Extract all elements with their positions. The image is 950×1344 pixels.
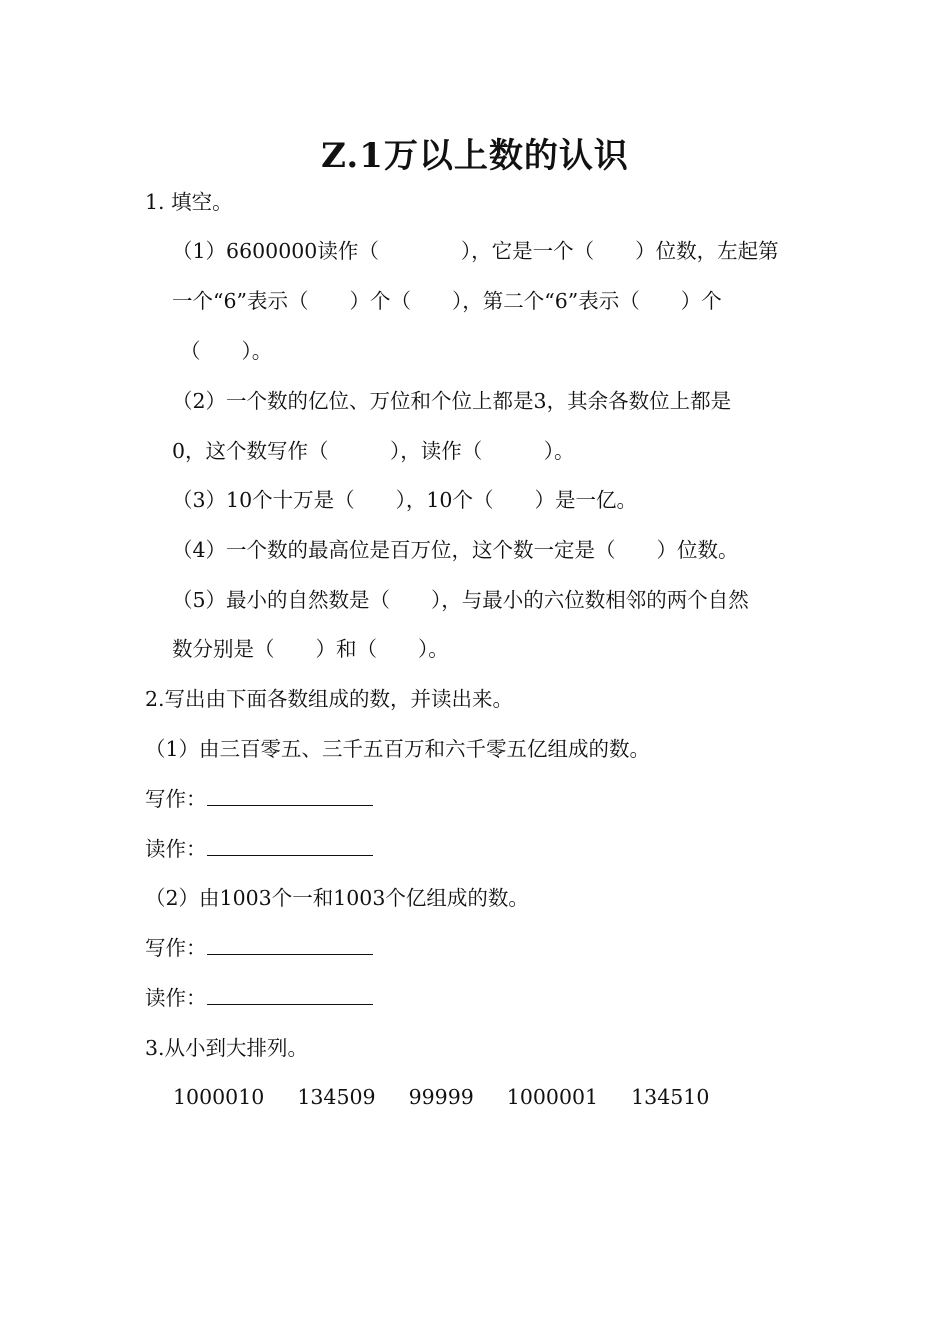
- q1-line-6: （3）10个十万是（ ），10个（ ）是一亿。: [172, 488, 637, 512]
- q2-part-2-read-row: [145, 984, 373, 1012]
- write-label: 写作：: [145, 787, 207, 811]
- read-label: 读作：: [145, 837, 207, 861]
- question-2-heading: 2.写出由下面各数组成的数，并读出来。: [145, 687, 514, 711]
- q2-part-2-write-row: [145, 934, 373, 962]
- number-item: 134510: [631, 1085, 710, 1109]
- q1-line-8: （5）最小的自然数是（ ），与最小的六位数相邻的两个自然: [172, 588, 749, 612]
- q2-part-1-read-row: [145, 835, 373, 863]
- write-answer-blank[interactable]: [207, 785, 373, 806]
- q2-part-2: （2）由1003个一和1003个亿组成的数。: [145, 886, 529, 910]
- write-answer-blank[interactable]: [207, 934, 373, 955]
- number-item: 1000001: [506, 1085, 599, 1109]
- question-1-heading: 1. 填空。: [145, 190, 233, 214]
- q2-part-1: （1）由三百零五、三千五百万和六千零五亿组成的数。: [145, 737, 651, 761]
- q1-line-4: （2）一个数的亿位、万位和个位上都是3，其余各数位上都是: [172, 389, 732, 413]
- number-item: 99999: [408, 1085, 474, 1109]
- number-list: [173, 1083, 742, 1111]
- q1-line-9: 数分别是（ ）和（ ）。: [172, 637, 449, 661]
- question-3-heading: 3.从小到大排列。: [145, 1036, 309, 1060]
- q2-part-1-write-row: [145, 785, 373, 813]
- q1-line-5: 0，这个数写作（ ），读作（ ）。: [172, 439, 575, 463]
- read-label: 读作：: [145, 986, 207, 1010]
- page-title: Z.1万以上数的认识: [321, 136, 629, 176]
- q1-line-3: （ ）。: [180, 339, 273, 363]
- number-item: 134509: [297, 1085, 376, 1109]
- q1-line-1: （1）6600000读作（ ），它是一个（ ）位数，左起第: [172, 239, 779, 263]
- q1-line-2: 一个“6”表示（ ）个（ ），第二个“6”表示（ ）个: [172, 289, 722, 313]
- read-answer-blank[interactable]: [207, 835, 373, 856]
- write-label: 写作：: [145, 936, 207, 960]
- read-answer-blank[interactable]: [207, 984, 373, 1005]
- number-item: 1000010: [173, 1085, 265, 1109]
- q1-line-7: （4）一个数的最高位是百万位，这个数一定是（ ）位数。: [172, 538, 739, 562]
